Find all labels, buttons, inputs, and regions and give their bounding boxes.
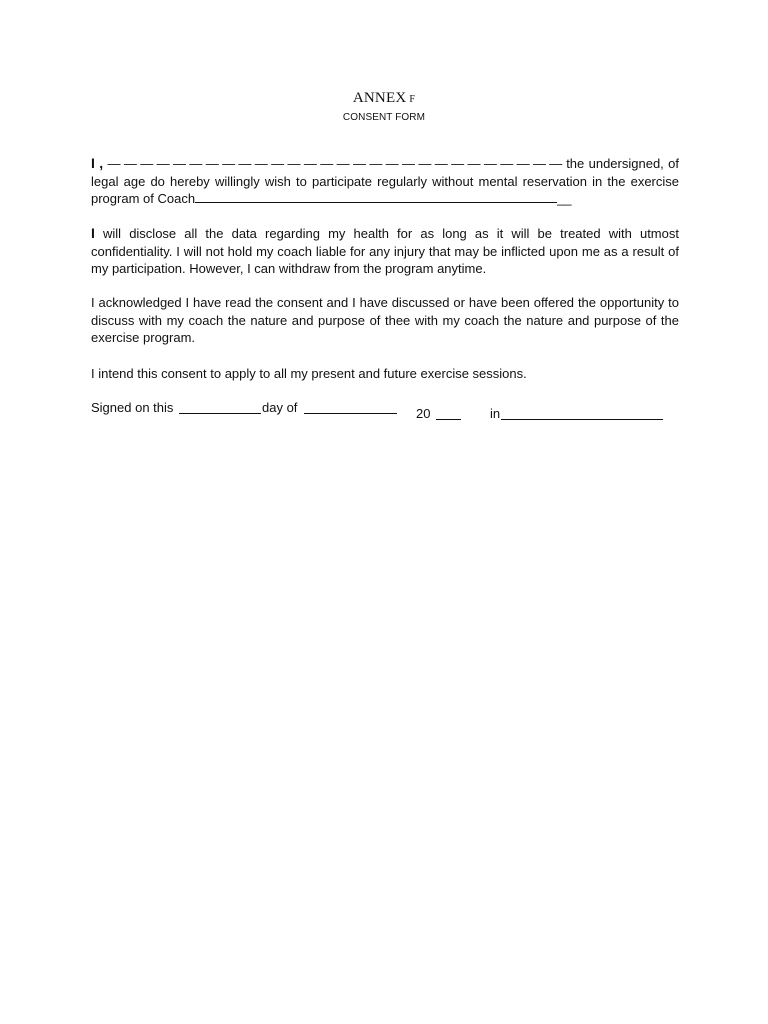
signature-line [91,400,691,424]
paragraph-lead-i: I [91,155,95,171]
day-blank [179,400,261,414]
year-blank [436,406,461,420]
place-blank [501,406,663,420]
paragraph-acknowledgement: I acknowledged I have read the consent and I have discussed or have been offered the opportunity to discuss with my coach the nature and purpose of thee with my coach the nature and purpose of the exercise program. [91,295,679,345]
signed-on-label: Signed on this [91,400,174,415]
form-subtitle: CONSENT FORM [342,112,426,123]
annex-title [0,90,768,107]
paragraph-disclosure [91,225,679,278]
undersigned-text: the undersigned, of legal age do hereby willingly wish to participate regularly without mental reservation in the exercise program of Coach [91,156,679,206]
coach-name-blank [195,190,557,203]
year-prefix: 20 [416,406,431,421]
name-blank-dashes: — — — — — — — — — — — — — — — — — — — — — — — — — — — — [107,156,562,171]
paragraph-undersigned [91,155,679,208]
day-of-label: day of [262,400,298,415]
in-label: in [490,406,501,421]
coach-blank-trail: __ [557,191,572,206]
paragraph-lead-i: I [91,225,95,241]
paragraph-intent: I intend this consent to apply to all my present and future exercise sessions. [91,366,527,381]
disclosure-text: will disclose all the data regarding my health for as long as it will be treated with utmost confidentiality. I will not hold my coach liable for any injury that may be inflicted upon me as a result of my participation. However, I can withdraw from the program anytime. [91,226,679,276]
annex-letter: F [409,94,416,105]
month-blank [304,400,397,414]
annex-title-text: ANNEX [352,90,407,106]
name-comma: , [99,155,104,171]
